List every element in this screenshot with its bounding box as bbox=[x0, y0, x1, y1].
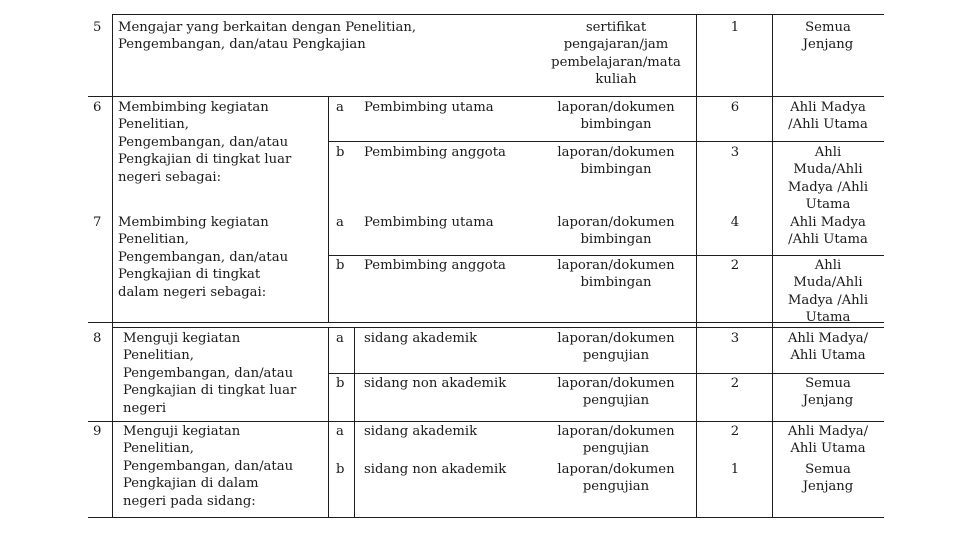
credit-value: 2 bbox=[730, 258, 740, 273]
level-text: Semua Jenjang bbox=[802, 20, 854, 53]
activity-text: Mengajar yang berkaitan dengan Penelitian, Pengembangan, dan/atau Pengkajian bbox=[118, 20, 417, 53]
sub-letter: a bbox=[336, 331, 344, 346]
credit-value: 6 bbox=[730, 100, 740, 115]
output-text: laporan/dokumen bimbingan bbox=[557, 258, 675, 291]
sub-role: Pembimbing anggota bbox=[364, 145, 506, 160]
sub-letter: a bbox=[336, 424, 344, 439]
credit-value: 4 bbox=[730, 215, 740, 230]
level-text: Ahli Madya/ Ahli Utama bbox=[787, 424, 869, 457]
credit-value: 1 bbox=[730, 462, 740, 477]
level-text: Ahli Madya/ Ahli Utama bbox=[787, 331, 869, 364]
sub-role: sidang non akademik bbox=[364, 462, 507, 477]
row-number: 6 bbox=[93, 100, 102, 115]
row-number: 7 bbox=[93, 215, 102, 230]
activity-text: Menguji kegiatan Penelitian, Pengembangan, dan/atau Pengkajian di dalam negeri pada sidang: bbox=[123, 424, 294, 509]
level-text: Ahli Muda/Ahli Madya /Ahli Utama bbox=[787, 145, 869, 213]
output-text: sertifikat pengajaran/jam pembelajaran/mata kuliah bbox=[551, 20, 681, 88]
output-text: laporan/dokumen bimbingan bbox=[557, 100, 675, 133]
sub-role: sidang akademik bbox=[364, 331, 478, 346]
sub-role: sidang akademik bbox=[364, 424, 478, 439]
col-divider bbox=[772, 14, 773, 518]
row-divider bbox=[88, 96, 884, 97]
activity-text: Menguji kegiatan Penelitian, Pengembangan, dan/atau Pengkajian di tingkat luar negeri bbox=[123, 331, 297, 416]
row-divider bbox=[328, 141, 884, 142]
level-text: Ahli Muda/Ahli Madya /Ahli Utama bbox=[787, 258, 869, 326]
row-divider bbox=[88, 421, 884, 422]
credit-value: 2 bbox=[730, 424, 740, 439]
col-divider bbox=[112, 14, 113, 518]
row-divider bbox=[328, 255, 884, 256]
sub-role: Pembimbing anggota bbox=[364, 258, 506, 273]
credit-value: 2 bbox=[730, 376, 740, 391]
row-divider bbox=[88, 322, 884, 323]
col-divider bbox=[328, 96, 329, 323]
output-text: laporan/dokumen bimbingan bbox=[557, 145, 675, 178]
level-text: Semua Jenjang bbox=[802, 462, 854, 495]
sub-letter: b bbox=[336, 145, 345, 160]
activity-text: Membimbing kegiatan Penelitian, Pengembangan, dan/atau Pengkajian di tingkat dalam negeri sebagai: bbox=[118, 215, 289, 300]
sub-role: sidang non akademik bbox=[364, 376, 507, 391]
credit-value: 3 bbox=[730, 331, 740, 346]
sub-role: Pembimbing utama bbox=[364, 100, 494, 115]
sub-letter: a bbox=[336, 215, 344, 230]
row-number: 9 bbox=[93, 424, 102, 439]
output-text: laporan/dokumen pengujian bbox=[557, 376, 675, 409]
credit-value: 3 bbox=[730, 145, 740, 160]
level-text: Ahli Madya /Ahli Utama bbox=[788, 215, 868, 248]
row-divider bbox=[112, 327, 884, 328]
level-text: Semua Jenjang bbox=[802, 376, 854, 409]
col-divider bbox=[354, 327, 355, 518]
output-text: laporan/dokumen pengujian bbox=[557, 424, 675, 457]
row-number: 5 bbox=[93, 20, 102, 35]
level-text: Ahli Madya /Ahli Utama bbox=[788, 100, 868, 133]
output-text: laporan/dokumen pengujian bbox=[557, 462, 675, 495]
activity-text: Membimbing kegiatan Penelitian, Pengembangan, dan/atau Pengkajian di tingkat luar negeri sebagai: bbox=[118, 100, 292, 185]
table-border-top bbox=[112, 14, 884, 15]
output-text: laporan/dokumen bimbingan bbox=[557, 215, 675, 248]
col-divider bbox=[328, 327, 329, 518]
table-border-bottom bbox=[88, 517, 884, 518]
col-divider bbox=[696, 14, 697, 518]
sub-letter: a bbox=[336, 100, 344, 115]
sub-letter: b bbox=[336, 258, 345, 273]
output-text: laporan/dokumen pengujian bbox=[557, 331, 675, 364]
sub-letter: b bbox=[336, 376, 345, 391]
row-divider bbox=[328, 373, 884, 374]
row-number: 8 bbox=[93, 331, 102, 346]
credit-value: 1 bbox=[730, 20, 740, 35]
sub-letter: b bbox=[336, 462, 345, 477]
sub-role: Pembimbing utama bbox=[364, 215, 494, 230]
